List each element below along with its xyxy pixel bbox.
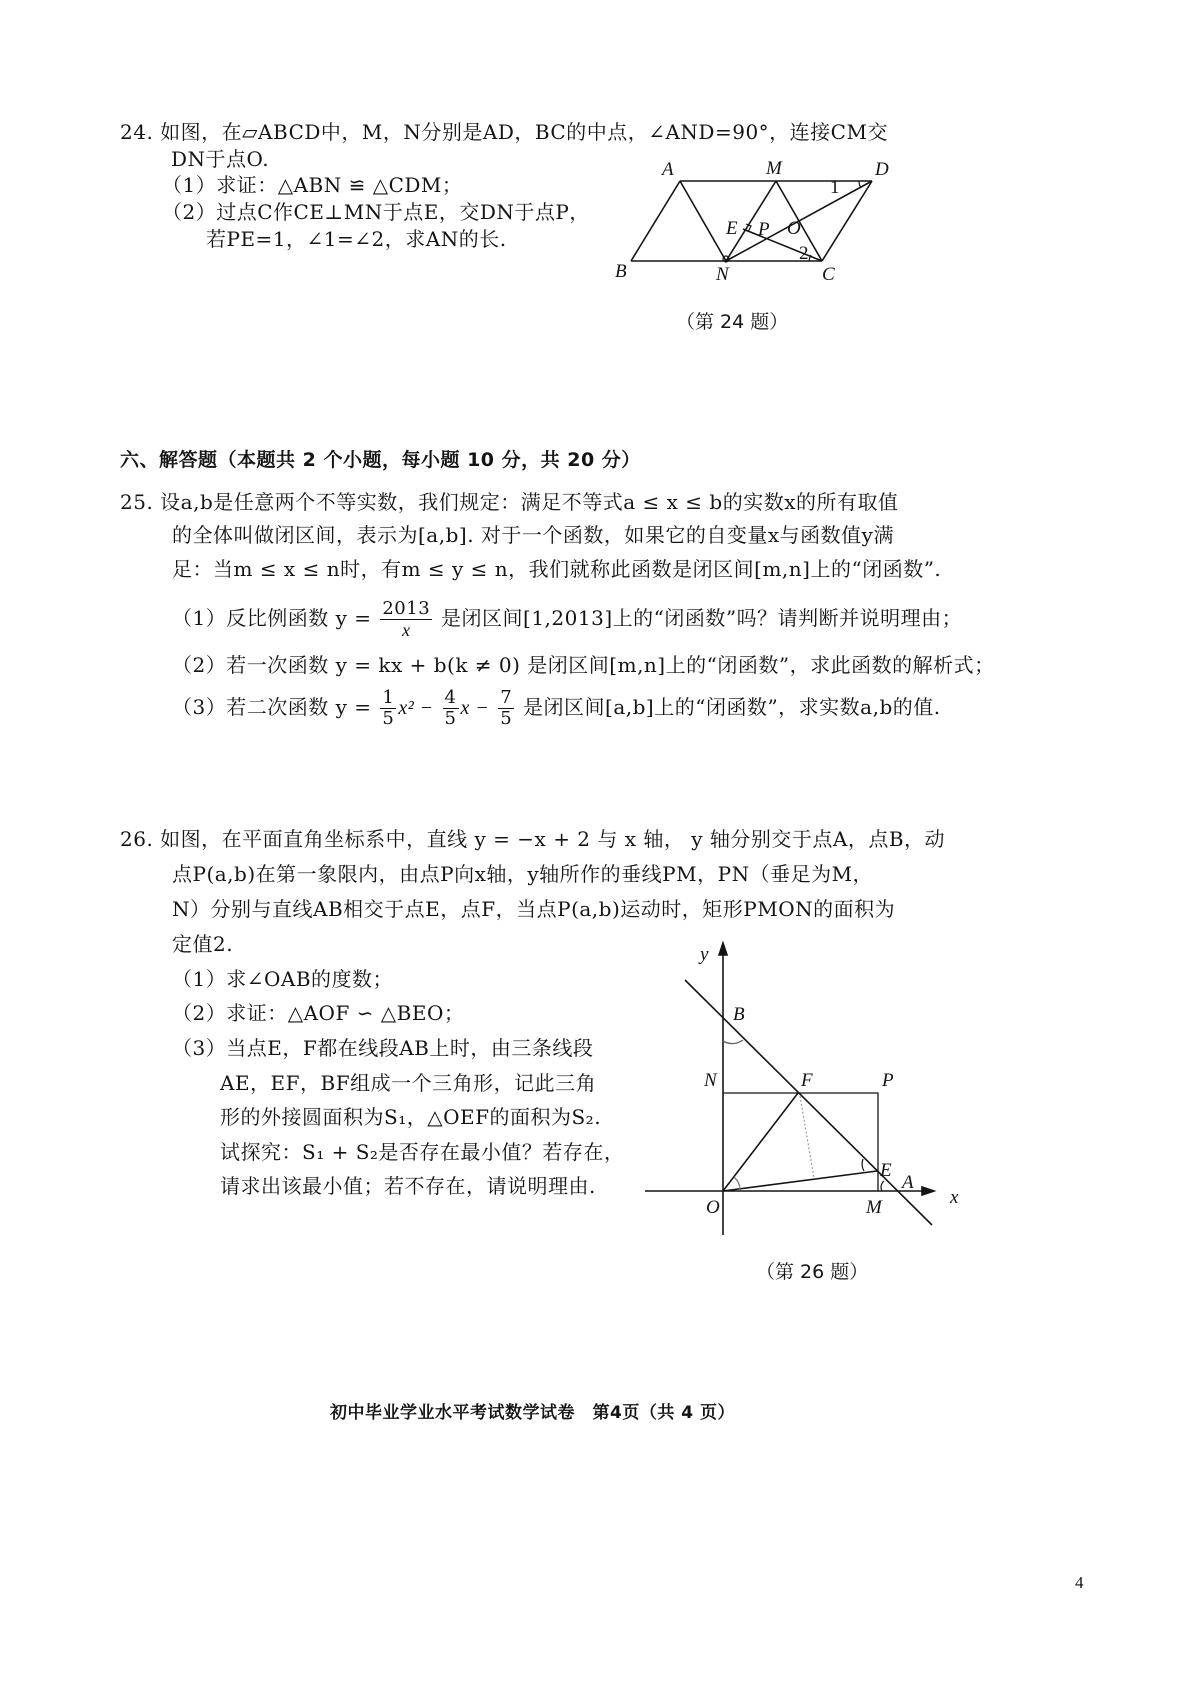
q25-number: 25. [120,490,154,514]
section6-heading: 六、解答题（本题共 2 个小题，每小题 10 分，共 20 分） [120,449,641,471]
q26-dotted-f-oe [800,1096,814,1178]
q26-line1: 26. 如图，在平面直角坐标系中，直线 y = −x + 2 与 x 轴， y 轴分别交于点A，点B，动 [120,827,946,851]
q26-angle-e-arc [862,1159,864,1171]
q26-line-ab [685,980,932,1225]
q26-rectangle-pmon [723,1093,878,1191]
q24-angle1-arc [859,181,861,188]
q24-number: 24. [120,120,154,144]
q24-segment-an [680,181,726,261]
q24-label-angle2: 2 [799,243,809,264]
q26-label-p: P [882,1070,894,1091]
q24-part2-line1: （2）过点C作CE⊥MN于点E，交DN于点P， [162,200,590,224]
q26-label-x: x [950,1187,959,1208]
q26-part3-line2: AE，EF，BF组成一个三角形，记此三角 [220,1071,597,1095]
q25-line2: 的全体叫做闭区间，表示为[a,b]. 对于一个函数，如果它的自变量x与函数值y满 [172,523,894,547]
q26-part3-line1: （3）当点E，F都在线段AB上时，由三条线段 [172,1036,594,1060]
q24-label-angle1: 1 [830,177,840,198]
q24-label-a: A [662,159,674,180]
q26-part3-line4: 试探究：S₁ + S₂是否存在最小值？若存在， [220,1140,625,1164]
q26-figure-caption: （第 26 题） [756,1261,869,1283]
q24-stem-line2: DN于点O. [171,147,270,171]
q24-label-b: B [615,261,627,282]
q25-part3-fraction3: $\frac{7}{5}$ [500,687,513,729]
q26-angle-m-arc [881,1181,884,1191]
q25-part3-fraction1: $\frac{1}{5}$ [382,687,395,729]
q26-label-e: E [880,1160,892,1181]
q26-label-o: O [706,1197,720,1218]
q24-segment-ab [631,181,680,261]
q26-label-y: y [700,944,709,965]
q26-line2: 点P(a,b)在第一象限内，由点P向x轴，y轴所作的垂线PM，PN（垂足为M， [172,862,874,886]
q25-part1-fraction: $\frac{2013}{x}$ [382,598,431,640]
q26-number: 26. [120,827,154,851]
q26-x-axis-arrow [922,1187,934,1195]
q26-part3-line5: 请求出该最小值；若不存在，请说明理由. [220,1174,596,1198]
q24-label-c: C [822,264,835,285]
q25-line1: 25. 设a,b是任意两个不等实数，我们规定：满足不等式a ≤ x ≤ b的实数x的所有取值 [120,490,899,514]
q25-part3: （3）若二次函数 y = $\frac{1}{5}$ x² − $\frac{4}{5}$ x − $\frac{7}{5}$ 是闭区间[a,b]上的“闭函数”，求实数a,b的值. [172,687,941,729]
q25-line3: 足：当m ≤ x ≤ n时，有m ≤ y ≤ n，我们就称此函数是闭区间[m,n]上的“闭函数”. [172,557,942,581]
q26-figure [640,940,970,1240]
q26-segment-oe [723,1171,877,1191]
q26-label-b: B [733,1004,745,1025]
q25-part2: （2）若一次函数 y = kx + b(k ≠ 0) 是闭区间[m,n]上的“闭函数”，求此函数的解析式； [172,653,995,677]
q26-label-m: M [866,1197,882,1218]
q26-line3: N）分别与直线AB相交于点E，点F，当点P(a,b)运动时，矩形PMON的面积为 [172,897,896,921]
q24-figure-caption: （第 24 题） [676,311,789,333]
q24-label-e: E [726,218,738,239]
q24-figure [600,150,920,300]
q26-y-axis-arrow [719,943,727,955]
page-number: 4 [1075,1573,1084,1592]
q26-line4: 定值2. [172,932,234,956]
q26-angle-o-arc [734,1177,740,1190]
q24-stem-line1: 24. 如图，在▱ABCD中，M，N分别是AD，BC的中点，∠AND=90°，连接CM交 [120,120,888,144]
q26-part1: （1）求∠OAB的度数； [172,967,394,991]
q26-segment-of [723,1093,798,1191]
q26-part2: （2）求证：△AOF ∽ △BEO； [172,1001,465,1025]
q26-part3-line3: 形的外接圆面积为S₁，△OEF的面积为S₂. [220,1105,602,1129]
q26-label-a: A [902,1172,914,1193]
q24-label-o: O [787,218,801,239]
q24-part2-line2: 若PE=1，∠1=∠2，求AN的长. [206,227,507,251]
q25-part3-fraction2: $\frac{4}{5}$ [444,687,457,729]
q24-part1: （1）求证：△ABN ≌ △CDM； [162,173,463,197]
q26-label-n: N [704,1070,717,1091]
q24-label-n: N [716,264,729,285]
q24-label-p: P [758,219,770,240]
q26-angle-b-arc [723,1040,743,1044]
q26-label-f: F [801,1070,813,1091]
q25-part1: （1）反比例函数 y = $\frac{2013}{x}$ 是闭区间[1,2013]上的“闭函数”吗？请判断并说明理由； [172,598,963,640]
q24-label-m: M [766,158,782,179]
page-footer: 初中毕业学业水平考试数学试卷 第4页（共 4 页） [330,1403,735,1423]
q24-label-d: D [875,159,889,180]
